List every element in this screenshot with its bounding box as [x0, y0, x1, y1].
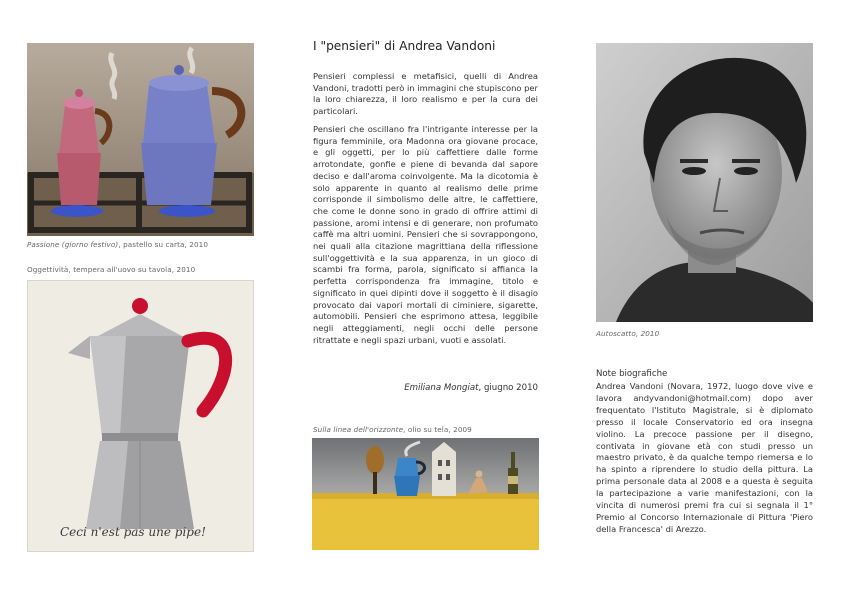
- painting-passione-art: [27, 43, 254, 236]
- essay-paragraph-1: Pensieri complessi e metafisici, quelli di Andrea Vandoni, tradotti però in immagini che stupiscono per la loro chiarezza, il loro realismo e per la cura dei particolari.: [313, 71, 538, 117]
- portrait-art: [596, 43, 813, 322]
- painting2-caption: Oggettività, tempera all'uovo su tavola, 2010: [27, 265, 196, 274]
- painting-oggettivita-art: [28, 281, 254, 552]
- portrait-photo: [596, 43, 813, 322]
- bio-notes-text: Andrea Vandoni (Novara, 1972, luogo dove vive e lavora andyvandoni@hotmail.com) dopo aver frequentato l'Istituto Magistrale, si è diplomato presso il locale Conservatorio ed ora insegna violino. La precoce passione per il disegno, contivata in giovane età con studi presso un maestro privato, è da qualche tempo riemersa e lo ha spinto a riprendere lo studio della pittura. La prima personale data al 2008 e a questa è seguita la partecipazione a varie manifestazioni, con la vincita di numerosi premi fra cui si segnala il 1° Premio al Concorso Internazionale di Pittura 'Piero della Francesca' di Arezzo.: [596, 381, 813, 534]
- painting-orizzonte: [312, 438, 539, 550]
- portrait-caption: Autoscatto, 2010: [596, 329, 660, 338]
- painting2-inscription: Ceci n'est pas une pipe!: [60, 525, 206, 539]
- painting-oggettivita: [27, 280, 254, 552]
- essay-signature: Emiliana Mongiat, giugno 2010: [404, 383, 538, 393]
- painting3-caption: Sulla linea dell'orizzonte, olio su tela, 2009: [313, 425, 472, 434]
- page-title: I "pensieri" di Andrea Vandoni: [313, 39, 496, 53]
- essay-paragraph-2: Pensieri che oscillano fra l'intrigante interesse per la figura femminile, ora Madonna ora giovane procace, e gli oggetti, per lo più caffettiere dalle forme arrotondate, gonfie e piene di bevanda dal sapore deciso e dall'aroma coinvolgente. Ma la dicotomia è solo apparente in quanto al realismo delle prime corrisponde il simbolismo delle altre, le caffettiere, che come le donne sono in grado di offrire attimi di passione, aromi intensi e di generare, non profumato caffè ma altri uomini. Pensieri che si sovrappongono, nei quali alla citazione magrittiana della riflessione sull'oggettività e la sua apparenza, in un gioco di scambi fra forma, parola, significato si affianca la perfetta corrispondenza fra immagine, titolo e significato in quei dipinti dove il soggetto è il disagio provocato dai vapori mortali di ciminiere, sigarette, automobili. Pensieri che esprimono attesa, leggibile negli atteggiamenti, negli occhi delle persone ritrattate e negli spazi urbani, vuoti e assolati.: [313, 124, 538, 345]
- painting1-caption: Passione (giorno festivo), pastello su carta, 2010: [27, 240, 208, 249]
- painting-passione: [27, 43, 254, 236]
- painting-orizzonte-art: [312, 438, 539, 550]
- bio-notes-heading: Note biografiche: [596, 369, 668, 379]
